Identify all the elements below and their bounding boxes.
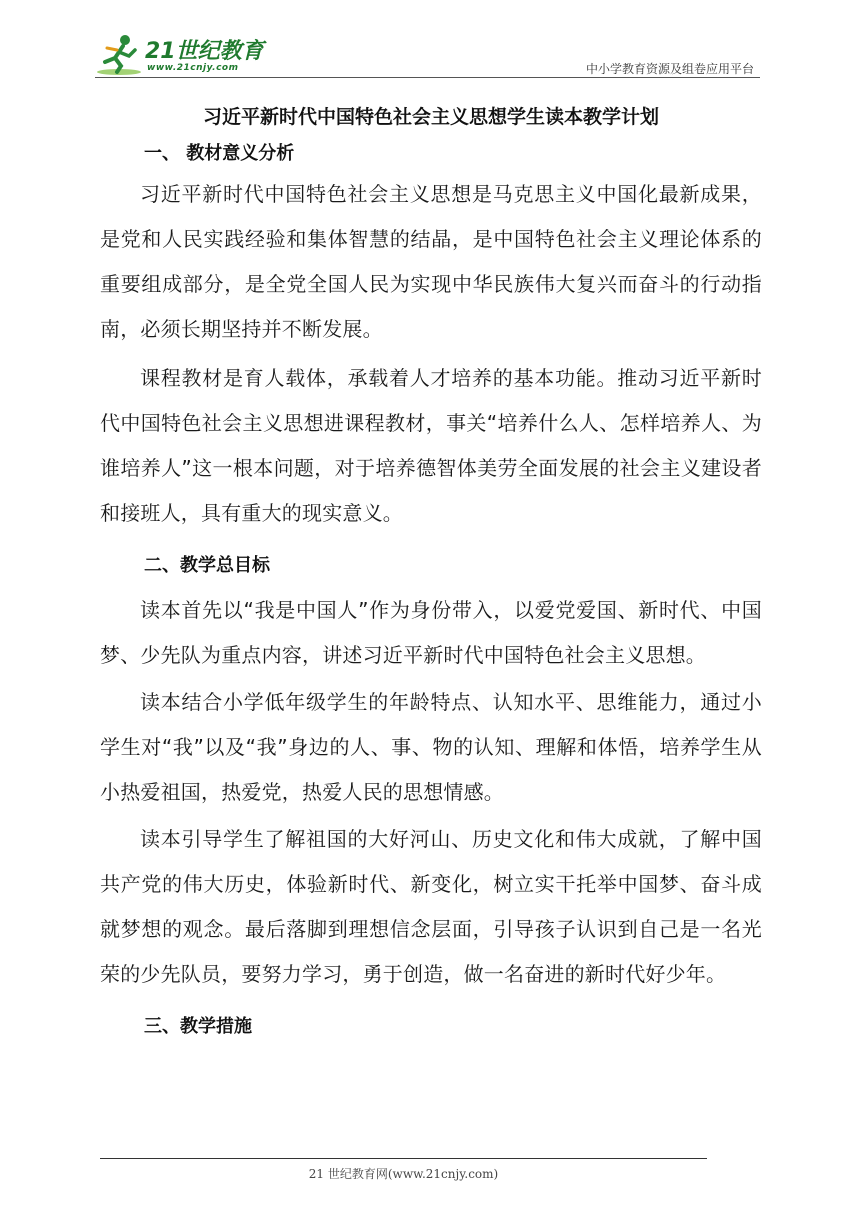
document-title: 习近平新时代中国特色社会主义思想学生读本教学计划 (202, 106, 659, 128)
document-body (100, 104, 762, 1049)
logo-url-text: www.21cnjy.com (147, 63, 239, 73)
section-heading-1: 一、 教材意义分析 (144, 143, 295, 164)
paragraph: 读本结合小学低年级学生的年龄特点、认知水平、思维能力，通过小学生对“我”以及“我”身边的人、事、物的认知、理解和体悟，培养学生从小热爱祖国，热爱党，热爱人民的思想情感。 (100, 690, 762, 804)
section-heading-3: 三、教学措施 (144, 1016, 252, 1037)
logo-main-text: 21世纪教育 (145, 39, 264, 64)
paragraph: 课程教材是育人载体，承载着人才培养的基本功能。推动习近平新时代中国特色社会主义思想进课程教材，事关“培养什么人、怎样培养人、为谁培养人”这一根本问题，对于培养德智体美劳全面发展的社会主义建设者和接班人，具有重大的现实意义。 (100, 366, 762, 525)
paragraph: 读本引导学生了解祖国的大好河山、历史文化和伟大成就，了解中国共产党的伟大历史，体验新时代、新变化，树立实干托举中国梦、奋斗成就梦想的观念。最后落脚到理想信念层面，引导孩子认识到自己是一名光荣的少先队员，要努力学习，勇于创造，做一名奋进的新时代好少年。 (100, 827, 762, 986)
page-footer: 21 世纪教育网(www.21cnjy.com) (308, 1167, 499, 1181)
paragraph: 习近平新时代中国特色社会主义思想是马克思主义中国化最新成果，是党和人民实践经验和集体智慧的结晶，是中国特色社会主义理论体系的重要组成部分，是全党全国人民为实现中华民族伟大复兴而奋斗的行动指南，必须长期坚持并不断发展。 (100, 182, 762, 341)
paragraph: 读本首先以“我是中国人”作为身份带入，以爱党爱国、新时代、中国梦、少先队为重点内容，讲述习近平新时代中国特色社会主义思想。 (100, 598, 762, 667)
header-divider (95, 77, 760, 78)
platform-label: 中小学教育资源及组卷应用平台 (585, 62, 754, 76)
footer-divider (100, 1158, 707, 1159)
page-header (95, 30, 760, 80)
runner-icon (95, 32, 143, 78)
section-heading-2: 二、教学总目标 (144, 555, 270, 576)
site-logo (95, 32, 270, 78)
